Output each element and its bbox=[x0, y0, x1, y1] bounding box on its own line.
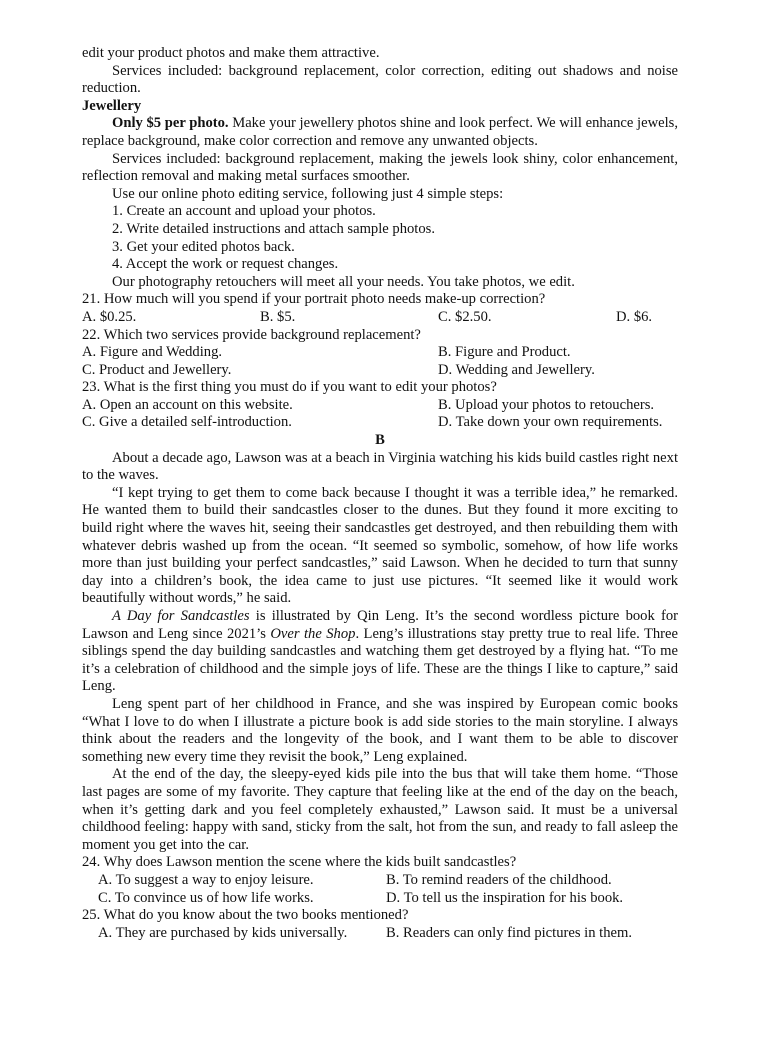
option-d: D. Take down your own requirements. bbox=[438, 414, 663, 431]
question-stem: 25. What do you know about the two books mentioned? bbox=[82, 907, 409, 924]
question-options bbox=[82, 362, 678, 380]
question-options bbox=[82, 890, 678, 908]
option-c: C. To convince us of how life works. bbox=[98, 889, 314, 906]
passage-paragraph: At the end of the day, the sleepy-eyed kids pile into the bus that will take them home. “Those last pages are some of my favorite. They capture that feeling like at the end of the day on the beach, when it’s getting dark and you feel completely exhausted,” Lawson said. It must be a universal childhood feeling: happy with sand, sticky from the salt, hot from the sun, and ready to fall asleep the moment you get into the car. bbox=[82, 766, 678, 853]
question-options bbox=[82, 344, 678, 362]
steps-intro: Use our online photo editing service, following just 4 simple steps: bbox=[112, 185, 504, 202]
closing-line: Our photography retouchers will meet all your needs. You take photos, we edit. bbox=[112, 273, 575, 290]
book-title: Over the Shop bbox=[270, 625, 356, 642]
option-d: D. $6. bbox=[616, 308, 653, 325]
question-options bbox=[82, 397, 678, 415]
question-options bbox=[82, 414, 678, 432]
book-title: A Day for Sandcastles bbox=[112, 608, 250, 624]
step-item: 4. Accept the work or request changes. bbox=[112, 256, 339, 273]
step-item: 1. Create an account and upload your photos. bbox=[112, 203, 376, 220]
option-c: C. Give a detailed self-introduction. bbox=[82, 414, 292, 431]
passage-text: is illustrated by Qin Leng. It’s the second wordless picture book for Lawson and Leng since 2021’s bbox=[82, 608, 678, 642]
option-a: A. They are purchased by kids universally. bbox=[98, 924, 348, 941]
question-options bbox=[82, 925, 678, 943]
text-line: edit your product photos and make them attractive. bbox=[82, 45, 380, 61]
exam-page bbox=[82, 45, 678, 942]
question-stem: 23. What is the first thing you must do if you want to edit your photos? bbox=[82, 379, 497, 396]
option-b: B. Upload your photos to retouchers. bbox=[438, 396, 655, 413]
section-label-b: B bbox=[375, 432, 385, 449]
jewellery-services-paragraph: Services included: background replacement, making the jewels look shiny, color enhancement, reflection removal and making metal surfaces smoother. bbox=[82, 150, 678, 185]
passage-paragraph: “I kept trying to get them to come back because I thought it was a terrible idea,” he remarked. He wanted them to build their sandcastles closer to the dunes. But they found it more exciting to build right where the waves hit, seeing their sandcastles get destroyed, and then rebuilding them with whatever debris washed up from the ocean. “It seemed so symbolic, somehow, of how life works more than just building your perfect sandcastles,” said Lawson. When he decided to turn that sunny day into a children’s book, the idea came to just use pictures. “It seemed like it would work beautifully without words,” he said. bbox=[82, 484, 678, 607]
option-d: D. To tell us the inspiration for his book. bbox=[386, 889, 624, 906]
option-d: D. Wedding and Jewellery. bbox=[438, 361, 595, 378]
price-text: Only $5 per photo. bbox=[112, 115, 229, 132]
passage-paragraph: About a decade ago, Lawson was at a beach in Virginia watching his kids build castles right next to the waves. bbox=[82, 449, 678, 484]
section-heading-jewellery: Jewellery bbox=[82, 97, 142, 114]
option-b: B. To remind readers of the childhood. bbox=[386, 871, 612, 888]
services-paragraph: Services included: background replacement, color correction, editing out shadows and noise reduction. bbox=[82, 62, 678, 97]
option-b: B. Readers can only find pictures in them. bbox=[386, 924, 633, 941]
option-c: C. $2.50. bbox=[438, 308, 492, 325]
question-options bbox=[82, 872, 678, 890]
step-item: 2. Write detailed instructions and attach sample photos. bbox=[112, 220, 435, 237]
jewellery-paragraph bbox=[82, 115, 678, 150]
option-a: A. $0.25. bbox=[82, 308, 137, 325]
option-a: A. Figure and Wedding. bbox=[82, 344, 223, 361]
step-item: 3. Get your edited photos back. bbox=[112, 238, 295, 255]
question-stem: 21. How much will you spend if your portrait photo needs make-up correction? bbox=[82, 291, 546, 308]
option-a: A. To suggest a way to enjoy leisure. bbox=[98, 871, 314, 888]
jewellery-description: Make your jewellery photos shine and look perfect. We will enhance jewels, replace background, make color correction and remove any unwanted objects. bbox=[82, 115, 678, 149]
option-b: B. $5. bbox=[260, 308, 296, 325]
passage-paragraph: Leng spent part of her childhood in France, and she was inspired by European comic books “What I love to do when I illustrate a picture book is add side stories to the main storyline. I always think about the readers and the longevity of the book, and I want them to be able to discover something new every time they revisit the book,” Leng explained. bbox=[82, 695, 678, 765]
option-a: A. Open an account on this website. bbox=[82, 396, 293, 413]
question-stem: 24. Why does Lawson mention the scene where the kids built sandcastles? bbox=[82, 854, 517, 871]
option-b: B. Figure and Product. bbox=[438, 344, 571, 361]
passage-paragraph bbox=[82, 608, 678, 696]
question-options bbox=[82, 309, 678, 327]
option-c: C. Product and Jewellery. bbox=[82, 361, 232, 378]
passage-text: . Leng’s illustrations stay pretty true to real life. Three siblings spend the day building sandcastles and watching them get destroyed by a flying hat. “To me it’s a celebration of childhood and the simple joys of life. These are the things I like to capture,” said Leng. bbox=[82, 625, 678, 695]
question-stem: 22. Which two services provide background replacement? bbox=[82, 326, 421, 343]
